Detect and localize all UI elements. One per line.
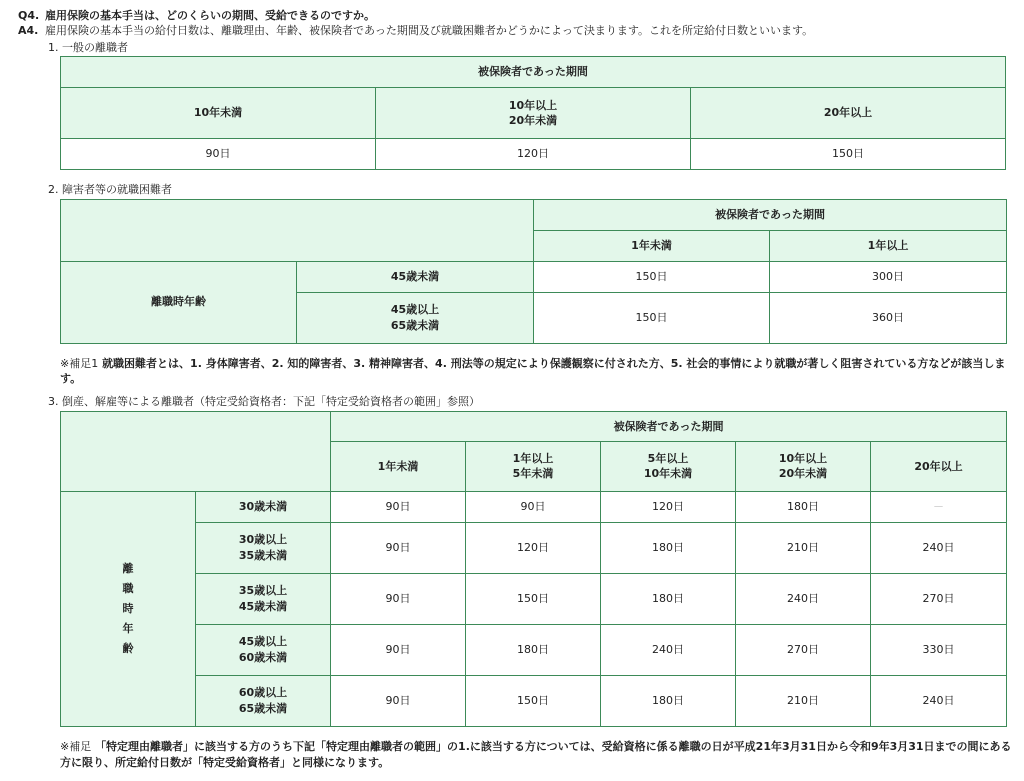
col-header: 1年以上 bbox=[770, 230, 1007, 261]
col-header: 5年以上 10年未満 bbox=[601, 441, 736, 491]
row-header: 30歳未満 bbox=[196, 491, 331, 522]
table-cell: 300日 bbox=[770, 261, 1007, 292]
table-cell: 90日 bbox=[331, 675, 466, 726]
section-title: 3. 倒産、解雇等による離職者（特定受給資格者：下記「特定受給資格者の範囲」参照） bbox=[48, 395, 480, 409]
col-header: 10年以上 20年未満 bbox=[736, 441, 871, 491]
row-header: 45歳以上 60歳未満 bbox=[196, 624, 331, 675]
col-header: 1年未満 bbox=[331, 441, 466, 491]
table-cell: 90日 bbox=[331, 624, 466, 675]
row-header: 60歳以上 65歳未満 bbox=[196, 675, 331, 726]
table-cell: 180日 bbox=[601, 573, 736, 624]
table-cell: 240日 bbox=[736, 573, 871, 624]
table-cell: 150日 bbox=[691, 139, 1006, 170]
table-cell: 150日 bbox=[534, 261, 770, 292]
table-corner bbox=[61, 199, 534, 261]
table-cell: 120日 bbox=[376, 139, 691, 170]
table-cell: 180日 bbox=[466, 624, 601, 675]
section-general bbox=[48, 40, 1014, 170]
table-cell: 90日 bbox=[466, 491, 601, 522]
table-cell: 270日 bbox=[871, 573, 1007, 624]
table-cell: 150日 bbox=[534, 292, 770, 343]
question-tag: Q4. bbox=[18, 9, 40, 22]
table-general-leavers bbox=[60, 56, 1006, 170]
note-supplement-1 bbox=[60, 356, 1014, 387]
table-specified-recipients bbox=[60, 411, 1007, 727]
table-cell: 240日 bbox=[871, 675, 1007, 726]
table-difficult-employment bbox=[60, 199, 1007, 344]
table-cell: 90日 bbox=[331, 491, 466, 522]
col-header: 20年以上 bbox=[871, 441, 1007, 491]
table-header-period: 被保険者であった期間 bbox=[331, 411, 1007, 441]
table-cell: 210日 bbox=[736, 675, 871, 726]
section-title: 2. 障害者等の就職困難者 bbox=[48, 183, 172, 197]
section-title: 1. 一般の離職者 bbox=[48, 40, 128, 54]
row-header: 30歳以上 35歳未満 bbox=[196, 522, 331, 573]
note-prefix: ※補足1 bbox=[60, 356, 99, 370]
table-cell-empty: － bbox=[871, 491, 1007, 522]
note-supplement-2 bbox=[60, 739, 1014, 771]
table-cell: 120日 bbox=[601, 491, 736, 522]
note-text: 就職困難者とは、1. 身体障害者、2. 知的障害者、3. 精神障害者、4. 刑法等の規定により保護観察に付された方、5. 社会的事情により就職が著しく阻害されている方などが該当します。 bbox=[60, 356, 1006, 385]
col-header: 1年未満 bbox=[534, 230, 770, 261]
table-cell: 120日 bbox=[466, 522, 601, 573]
col-header: 20年以上 bbox=[691, 88, 1006, 139]
note-text: 「特定理由離職者」に該当する方のうち下記「特定理由離職者の範囲」の1.に該当する方については、受給資格に係る離職の日が平成21年3月31日から令和9年3月31日までの間にある方に限り、所定給付日数が「特定受給資格者」と同様になります。 bbox=[60, 739, 1012, 769]
table-cell: 150日 bbox=[466, 675, 601, 726]
table-cell: 240日 bbox=[871, 522, 1007, 573]
section-difficult bbox=[48, 182, 1014, 386]
col-header: 10年以上 20年未満 bbox=[376, 88, 691, 139]
note-prefix: ※補足 bbox=[60, 739, 92, 753]
row-group-label: 離 職 時 年 齢 bbox=[61, 491, 196, 726]
question bbox=[18, 8, 1014, 23]
table-cell: 90日 bbox=[331, 522, 466, 573]
table-cell: 330日 bbox=[871, 624, 1007, 675]
table-cell: 270日 bbox=[736, 624, 871, 675]
answer bbox=[18, 23, 1014, 38]
table-cell: 150日 bbox=[466, 573, 601, 624]
row-header: 45歳未満 bbox=[297, 261, 534, 292]
table-cell: 180日 bbox=[736, 491, 871, 522]
section-bankruptcy bbox=[48, 394, 1014, 770]
question-text: 雇用保険の基本手当は、どのくらいの期間、受給できるのですか。 bbox=[45, 9, 375, 22]
table-cell: 90日 bbox=[61, 139, 376, 170]
table-header-period: 被保険者であった期間 bbox=[61, 57, 1006, 88]
table-cell: 360日 bbox=[770, 292, 1007, 343]
table-cell: 240日 bbox=[601, 624, 736, 675]
table-cell: 90日 bbox=[331, 573, 466, 624]
col-header: 10年未満 bbox=[61, 88, 376, 139]
answer-text: 雇用保険の基本手当の給付日数は、離職理由、年齢、被保険者であった期間及び就職困難者かどうかによって決まります。これを所定給付日数といいます。 bbox=[45, 24, 814, 38]
col-header: 1年以上 5年未満 bbox=[466, 441, 601, 491]
answer-tag: A4. bbox=[18, 24, 39, 38]
table-cell: 210日 bbox=[736, 522, 871, 573]
row-header: 35歳以上 45歳未満 bbox=[196, 573, 331, 624]
table-header-period: 被保険者であった期間 bbox=[534, 199, 1007, 230]
table-cell: 180日 bbox=[601, 675, 736, 726]
table-corner bbox=[61, 411, 331, 491]
row-header: 45歳以上 65歳未満 bbox=[297, 292, 534, 343]
row-group-label: 離職時年齢 bbox=[61, 261, 297, 343]
table-cell: 180日 bbox=[601, 522, 736, 573]
